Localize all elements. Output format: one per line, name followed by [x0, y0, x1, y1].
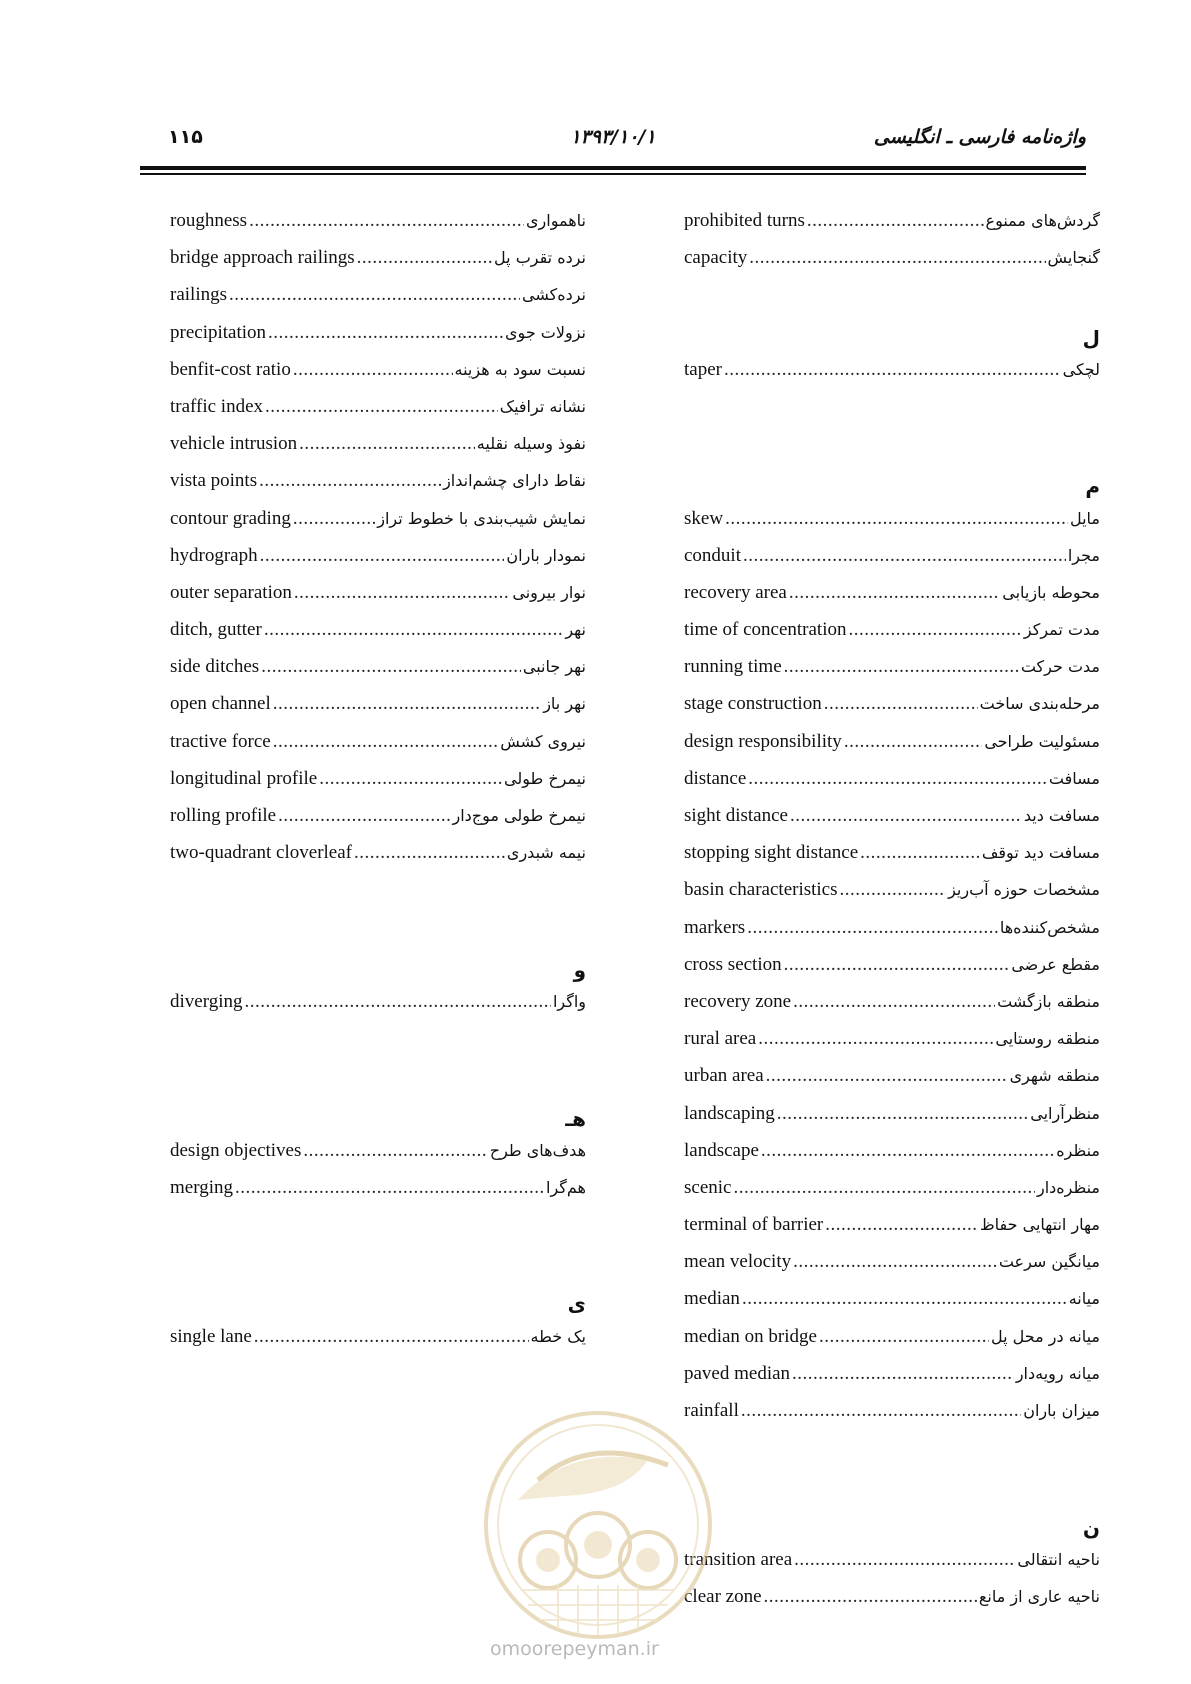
english-term: benfit-cost ratio	[170, 358, 291, 380]
dot-leader	[265, 396, 498, 418]
english-term: two-quadrant cloverleaf	[170, 842, 352, 864]
dot-leader	[259, 470, 441, 492]
dot-leader	[784, 656, 1019, 678]
dot-leader	[273, 731, 499, 753]
persian-term: منطقه روستایی	[995, 1029, 1100, 1049]
persian-term: لچکی	[1062, 359, 1100, 379]
english-term: hydrograph	[170, 544, 258, 566]
english-term: railings	[170, 284, 227, 306]
section-letter: هـ	[565, 1106, 586, 1131]
english-term: vehicle intrusion	[170, 433, 298, 455]
persian-term: نهر	[565, 620, 586, 640]
section-spacer	[170, 1028, 586, 1065]
english-term: rural area	[684, 1028, 757, 1050]
dot-leader	[260, 545, 505, 567]
english-term: rolling profile	[170, 805, 277, 826]
dot-leader	[748, 768, 1047, 790]
persian-term: منظرآرایی	[1030, 1103, 1100, 1123]
glossary-entry	[170, 656, 586, 693]
persian-term: نهر جانبی	[522, 657, 586, 677]
english-term: tractive force	[170, 730, 271, 752]
persian-term: مسئولیت طراحی	[984, 731, 1100, 751]
persian-term: نشانه ترافیک	[499, 396, 586, 416]
glossary-entry	[170, 991, 586, 1028]
persian-term: ناحیه انتقالی	[1017, 1549, 1100, 1569]
english-term: time of concentration	[684, 619, 847, 641]
glossary-entry	[684, 842, 1100, 879]
persian-term: نمایش شیب‌بندی با خطوط تراز	[377, 508, 586, 528]
glossary-entry	[170, 359, 586, 396]
dot-leader	[819, 1326, 989, 1348]
dot-leader	[790, 805, 1022, 827]
glossary-entry	[170, 284, 586, 321]
persian-term: نیمرخ طولی	[504, 768, 586, 788]
english-term: conduit	[684, 544, 741, 566]
persian-term: هدف‌های طرح	[489, 1140, 586, 1160]
glossary-entry	[684, 545, 1100, 582]
header-rule-thin	[140, 173, 1086, 175]
english-term: skew	[684, 507, 724, 529]
dot-leader	[860, 842, 980, 864]
section-spacer	[170, 1251, 586, 1288]
persian-term: میانه در محل پل	[991, 1326, 1100, 1346]
persian-term: مهار انتهایی حفاظ	[979, 1215, 1100, 1235]
persian-term: مرحله‌بندی ساخت	[979, 694, 1100, 714]
english-term: stage construction	[684, 693, 822, 715]
section-letter: ی	[567, 1292, 586, 1317]
dot-leader	[743, 545, 1066, 567]
english-term: distance	[684, 767, 747, 789]
dot-leader	[319, 768, 502, 790]
persian-term: منظره‌دار	[1036, 1177, 1100, 1197]
english-term: median on bridge	[684, 1325, 817, 1347]
persian-term: میانگین سرعت	[998, 1252, 1100, 1272]
glossary-entry	[684, 1214, 1100, 1251]
glossary-entry	[684, 917, 1100, 954]
dot-leader	[747, 917, 998, 939]
persian-term: منطقه بازگشت	[997, 991, 1100, 1011]
dot-leader	[749, 247, 1045, 269]
english-term: transition area	[684, 1548, 793, 1570]
persian-term: نرده‌کشی	[521, 285, 586, 305]
dot-leader	[354, 842, 505, 864]
english-term: landscaping	[684, 1102, 775, 1124]
persian-term: هم‌گرا	[546, 1177, 586, 1197]
glossary-entry	[170, 1326, 586, 1363]
dot-leader	[742, 1288, 1067, 1310]
glossary-entry	[684, 1028, 1100, 1065]
persian-term: مسافت دید توقف	[981, 843, 1100, 863]
glossary-entry	[684, 1549, 1100, 1586]
persian-term: واگرا	[552, 991, 586, 1011]
glossary-entry	[170, 805, 586, 842]
dot-leader	[789, 582, 1000, 604]
english-term: median	[684, 1288, 740, 1310]
glossary-entry	[684, 1363, 1100, 1400]
english-term: traffic index	[170, 395, 264, 417]
persian-term: نهر باز	[543, 694, 586, 714]
persian-term: نیروی کشش	[500, 731, 586, 751]
dot-leader	[764, 1586, 977, 1608]
glossary-entry	[684, 1400, 1100, 1437]
english-term: diverging	[170, 990, 243, 1012]
section-spacer	[684, 1474, 1100, 1511]
persian-term: نقاط دارای چشم‌انداز	[443, 471, 586, 491]
glossary-entry	[684, 693, 1100, 730]
glossary-entry	[684, 656, 1100, 693]
english-term: paved median	[684, 1362, 791, 1384]
glossary-entry	[684, 247, 1100, 284]
dot-leader	[733, 1177, 1034, 1199]
dot-leader	[741, 1400, 1021, 1422]
header-date: ۱۳۹۳/۱۰/۱	[570, 126, 656, 148]
glossary-entry	[684, 359, 1100, 396]
dot-leader	[840, 879, 947, 901]
english-term: terminal of barrier	[684, 1214, 824, 1236]
english-term: recovery area	[684, 581, 787, 603]
english-term: precipitation	[170, 321, 267, 343]
english-term: longitudinal profile	[170, 767, 318, 789]
persian-term: مدت حرکت	[1020, 657, 1100, 677]
dot-leader	[299, 433, 475, 455]
dot-leader	[844, 731, 983, 753]
dot-leader	[825, 1214, 978, 1236]
english-term: recovery zone	[684, 990, 792, 1012]
glossary-entry	[684, 1177, 1100, 1214]
glossary-entry	[170, 582, 586, 619]
dot-leader	[293, 508, 375, 530]
english-term: capacity	[684, 247, 748, 269]
dot-leader	[254, 1326, 529, 1348]
right-column	[684, 210, 1100, 1623]
section-spacer	[170, 879, 586, 916]
persian-term: مسافت دید	[1023, 806, 1100, 825]
glossary-entry	[170, 210, 586, 247]
section-letter: ن	[1082, 1515, 1100, 1540]
persian-term: ناحیه عاری از مانع	[978, 1586, 1100, 1606]
persian-term: میانه رویه‌دار	[1015, 1363, 1100, 1383]
section-spacer	[684, 433, 1100, 470]
glossary-entry	[170, 768, 586, 805]
persian-term: ناهمواری	[526, 211, 586, 230]
persian-term: مسافت	[1048, 768, 1100, 788]
section-spacer	[684, 284, 1100, 321]
persian-term: نیمه شبدری	[506, 843, 586, 863]
persian-term: نفوذ وسیله نقلیه	[476, 434, 586, 454]
section-spacer	[684, 396, 1100, 433]
english-term: ditch, gutter	[170, 619, 262, 641]
watermark-seal-icon	[478, 1405, 718, 1645]
dot-leader	[784, 954, 1010, 976]
dot-leader	[807, 210, 984, 232]
section-letter: ل	[1082, 325, 1100, 350]
glossary-entry	[684, 954, 1100, 991]
english-term: single lane	[170, 1325, 252, 1347]
dot-leader	[249, 210, 524, 232]
dot-leader	[278, 805, 450, 827]
section-letter: و	[573, 957, 586, 982]
glossary-entry	[684, 1140, 1100, 1177]
glossary-entry	[684, 731, 1100, 768]
persian-term: محوطه بازیابی	[1002, 582, 1100, 602]
persian-term: مجرا	[1067, 545, 1100, 565]
dot-leader	[792, 1363, 1014, 1385]
glossary-entry	[170, 433, 586, 470]
persian-term: نرده تقرب پل	[494, 248, 586, 268]
persian-term: مشخص‌کننده‌ها	[999, 917, 1100, 937]
dot-leader	[777, 1103, 1028, 1125]
glossary-entry	[684, 768, 1100, 805]
dot-leader	[849, 619, 1022, 641]
dot-leader	[229, 284, 520, 306]
english-term: roughness	[170, 210, 248, 231]
watermark-url: omoorepeyman.ir	[490, 1638, 659, 1660]
glossary-entry	[170, 545, 586, 582]
english-term: side ditches	[170, 656, 260, 678]
glossary-entry	[170, 842, 586, 879]
dot-leader	[761, 1140, 1054, 1162]
english-term: stopping sight distance	[684, 842, 859, 864]
glossary-entry	[170, 396, 586, 433]
english-term: open channel	[170, 693, 271, 715]
glossary-entry	[684, 879, 1100, 916]
glossary-entry	[684, 991, 1100, 1028]
english-term: rainfall	[684, 1400, 739, 1421]
left-column	[170, 210, 586, 1363]
glossary-entry	[684, 1586, 1100, 1623]
dot-leader	[264, 619, 564, 641]
english-term: taper	[684, 358, 722, 380]
section-spacer	[684, 1437, 1100, 1474]
persian-term: گنجایش	[1047, 248, 1100, 268]
page-number: ۱۱۵	[168, 126, 203, 148]
dot-leader	[357, 247, 492, 269]
persian-term: میزان باران	[1023, 1401, 1100, 1420]
dot-leader	[244, 991, 550, 1013]
dot-leader	[724, 359, 1061, 381]
dot-leader	[273, 693, 541, 715]
english-term: scenic	[684, 1176, 732, 1198]
glossary-entry	[684, 210, 1100, 247]
persian-term: یک خطه	[530, 1326, 586, 1346]
persian-term: نیمرخ طولی موج‌دار	[452, 806, 586, 825]
glossary-entry	[684, 582, 1100, 619]
english-term: landscape	[684, 1139, 759, 1161]
section-spacer	[170, 917, 586, 954]
persian-term: مقطع عرضی	[1011, 954, 1100, 974]
english-term: design responsibility	[684, 730, 842, 752]
section-spacer	[170, 1214, 586, 1251]
header-rule-thick	[140, 166, 1086, 170]
glossary-entry	[170, 1140, 586, 1177]
dot-leader	[268, 322, 503, 344]
glossary-entry	[170, 693, 586, 730]
persian-term: نمودار باران	[506, 545, 586, 565]
glossary-entry	[684, 1103, 1100, 1140]
glossary-entry	[684, 1251, 1100, 1288]
glossary-entry	[170, 1177, 586, 1214]
english-term: prohibited turns	[684, 210, 805, 231]
glossary-entry	[684, 1326, 1100, 1363]
page-title: واژه‌نامه فارسی ـ انگلیسی	[873, 126, 1086, 148]
dot-leader	[793, 1251, 997, 1273]
glossary-entry	[170, 470, 586, 507]
english-term: design objectives	[170, 1139, 302, 1161]
english-term: running time	[684, 656, 782, 678]
english-term: sight distance	[684, 805, 788, 826]
dot-leader	[235, 1177, 544, 1199]
persian-term: مشخصات حوزه آب‌ریز	[948, 880, 1100, 900]
glossary-entry	[684, 508, 1100, 545]
dot-leader	[294, 582, 511, 604]
section-letter: م	[1085, 474, 1100, 499]
dot-leader	[303, 1140, 487, 1162]
english-term: mean velocity	[684, 1251, 792, 1273]
english-term: outer separation	[170, 581, 292, 603]
persian-term: گردش‌های ممنوع	[985, 211, 1100, 230]
dot-leader	[793, 991, 995, 1013]
persian-term: نزولات جوی	[505, 322, 586, 342]
persian-term: مایل	[1069, 508, 1100, 528]
glossary-entry	[170, 619, 586, 656]
glossary-entry	[170, 731, 586, 768]
page-header	[140, 120, 1086, 160]
dot-leader	[293, 359, 453, 381]
persian-term: میانه	[1068, 1289, 1100, 1309]
dot-leader	[725, 508, 1068, 530]
english-term: contour grading	[170, 507, 291, 529]
english-term: cross section	[684, 953, 782, 975]
persian-term: منظره	[1056, 1140, 1100, 1160]
english-term: clear zone	[684, 1585, 762, 1607]
english-term: urban area	[684, 1065, 764, 1087]
glossary-entry	[170, 322, 586, 359]
section-spacer	[170, 1065, 586, 1102]
persian-term: نسبت سود به هزینه	[454, 359, 586, 379]
glossary-entry	[170, 508, 586, 545]
english-term: vista points	[170, 470, 258, 492]
glossary-entry	[684, 805, 1100, 842]
dot-leader	[794, 1549, 1015, 1571]
dot-leader	[824, 693, 978, 715]
glossary-entry	[170, 247, 586, 284]
glossary-entry	[684, 619, 1100, 656]
persian-term: مدت تمرکز	[1023, 620, 1100, 640]
english-term: markers	[684, 916, 746, 938]
english-term: merging	[170, 1176, 233, 1198]
persian-term: منطقه شهری	[1009, 1066, 1100, 1086]
english-term: bridge approach railings	[170, 247, 355, 269]
english-term: basin characteristics	[684, 879, 838, 901]
persian-term: نوار بیرونی	[512, 582, 586, 602]
glossary-entry	[684, 1065, 1100, 1102]
dot-leader	[766, 1065, 1008, 1087]
dot-leader	[261, 656, 521, 678]
glossary-entry	[684, 1288, 1100, 1325]
dot-leader	[758, 1028, 993, 1050]
